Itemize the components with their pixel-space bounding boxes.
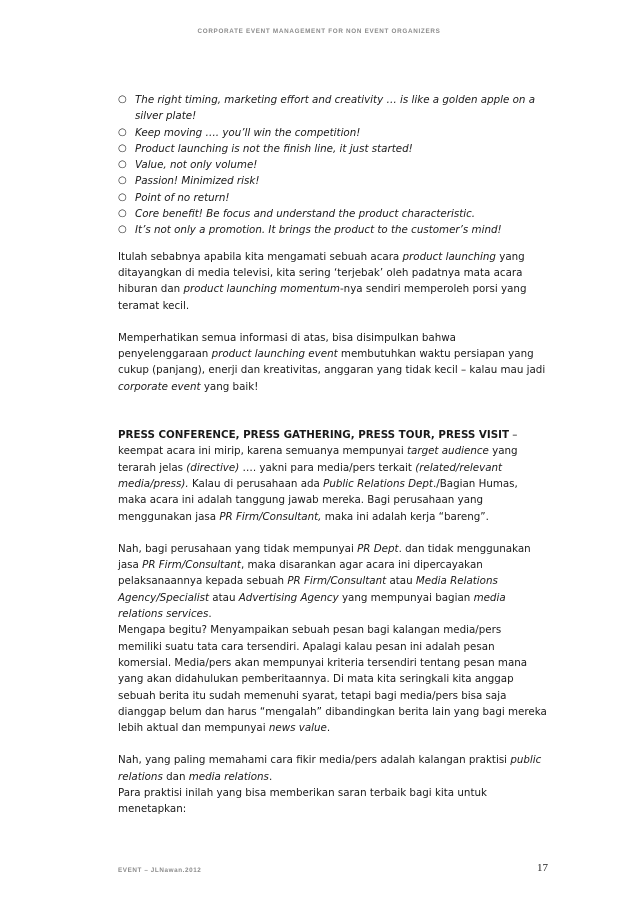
section-heading: PRESS CONFERENCE, PRESS GATHERING, PRESS TOUR, PRESS VISIT bbox=[118, 429, 509, 442]
paragraph-conclusion: Memperhatikan semua informasi di atas, bisa disimpulkan bahwa penyelenggaraan product launching event membutuhkan waktu persiapan yang cukup (panjang), enerji dan kreativitas, anggaran yang tidak kecil – kalau mau jadi corporate event yang baik! bbox=[118, 331, 546, 393]
bullet-circle-icon: ○ bbox=[118, 159, 127, 171]
paragraph-advice: Para praktisi inilah yang bisa memberikan saran terbaik bagi kita untuk menetapkan: bbox=[118, 786, 487, 816]
paragraph-no-pr-dept: Nah, bagi perusahaan yang tidak mempunyai PR Dept. dan tidak menggunakan jasa PR Firm/Consultant, maka disarankan agar acara ini dipercayakan pelaksanaannya kepada sebuah PR Firm/Consultant atau Media Relations Agency/Specialist atau Advertising Agency yang mempunyai bagian media relations services. bbox=[118, 542, 531, 621]
list-item: ○ The right timing, marketing effort and creativity … is like a golden apple on a silver plate! bbox=[118, 94, 536, 123]
list-item: ○ Passion! Minimized risk! bbox=[118, 173, 548, 189]
bullet-circle-icon: ○ bbox=[118, 191, 127, 203]
paragraph-press-events: PRESS CONFERENCE, PRESS GATHERING, PRESS TOUR, PRESS VISIT – keempat acara ini mirip, karena semuanya mempunyai target audience yang terarah jelas (directive) …. yakni para media/pers terkait (related/relevant media/press). Kalau di perusahaan ada Public Relations Dept./Bagian Humas, maka acara ini adalah tanggung jawab mereka. Bagi perusahaan yang menggunakan jasa PR Firm/Consultant, maka ini adalah kerja “bareng”. bbox=[118, 429, 518, 523]
paragraph-tv-launching: Itulah sebabnya apabila kita mengamati sebuah acara product launching yang ditayangkan di media televisi, kita sering ‘terjebak’ oleh padatnya mata acara hiburan dan product launching momentum-nya sendiri memperoleh porsi yang teramat kecil. bbox=[118, 250, 527, 312]
list-item: ○ Keep moving …. you’ll win the competition! bbox=[118, 125, 548, 141]
list-item: ○ Product launching is not the finish line, it just started! bbox=[118, 141, 548, 157]
list-item: ○ It’s not only a promotion. It brings the product to the customer’s mind! bbox=[118, 222, 548, 238]
bullet-circle-icon: ○ bbox=[118, 175, 127, 187]
paragraph-practitioners: Nah, yang paling memahami cara fikir media/pers adalah kalangan praktisi public relations dan media relations. bbox=[118, 754, 542, 783]
bullet-circle-icon: ○ bbox=[118, 126, 127, 138]
paragraph-why: Mengapa begitu? Menyampaikan sebuah pesan bagi kalangan media/pers memiliki suatu tata cara tersendiri. Apalagi kalau pesan ini adalah pesan komersial. Media/pers akan mempunyai kriteria tersendiri tentang pesan mana yang akan didahulukan pemberitaannya. Di mata kita seringkali kita anggap sebuah berita itu sudah memenuhi syarat, tetapi bagi media/pers bisa saja dianggap belum dan harus “mengalah” dibandingkan berita lain yang bagi mereka lebih aktual dan mempunyai news value. bbox=[118, 624, 547, 735]
running-header: CORPORATE EVENT MANAGEMENT FOR NON EVENT ORGANIZERS bbox=[197, 28, 441, 35]
bullet-circle-icon: ○ bbox=[118, 224, 127, 236]
bullet-circle-icon: ○ bbox=[118, 142, 127, 154]
bullet-circle-icon: ○ bbox=[118, 94, 127, 105]
bullet-circle-icon: ○ bbox=[118, 208, 127, 220]
page-body bbox=[118, 92, 548, 818]
list-item: ○ Core benefit! Be focus and understand the product characteristic. bbox=[118, 206, 548, 222]
list-item: ○ Value, not only volume! bbox=[118, 157, 548, 173]
page-number: 17 bbox=[537, 862, 548, 874]
footer-credit: EVENT – JLNawan.2012 bbox=[118, 867, 202, 874]
list-item: ○ Point of no return! bbox=[118, 190, 548, 206]
bullet-list bbox=[118, 92, 548, 239]
